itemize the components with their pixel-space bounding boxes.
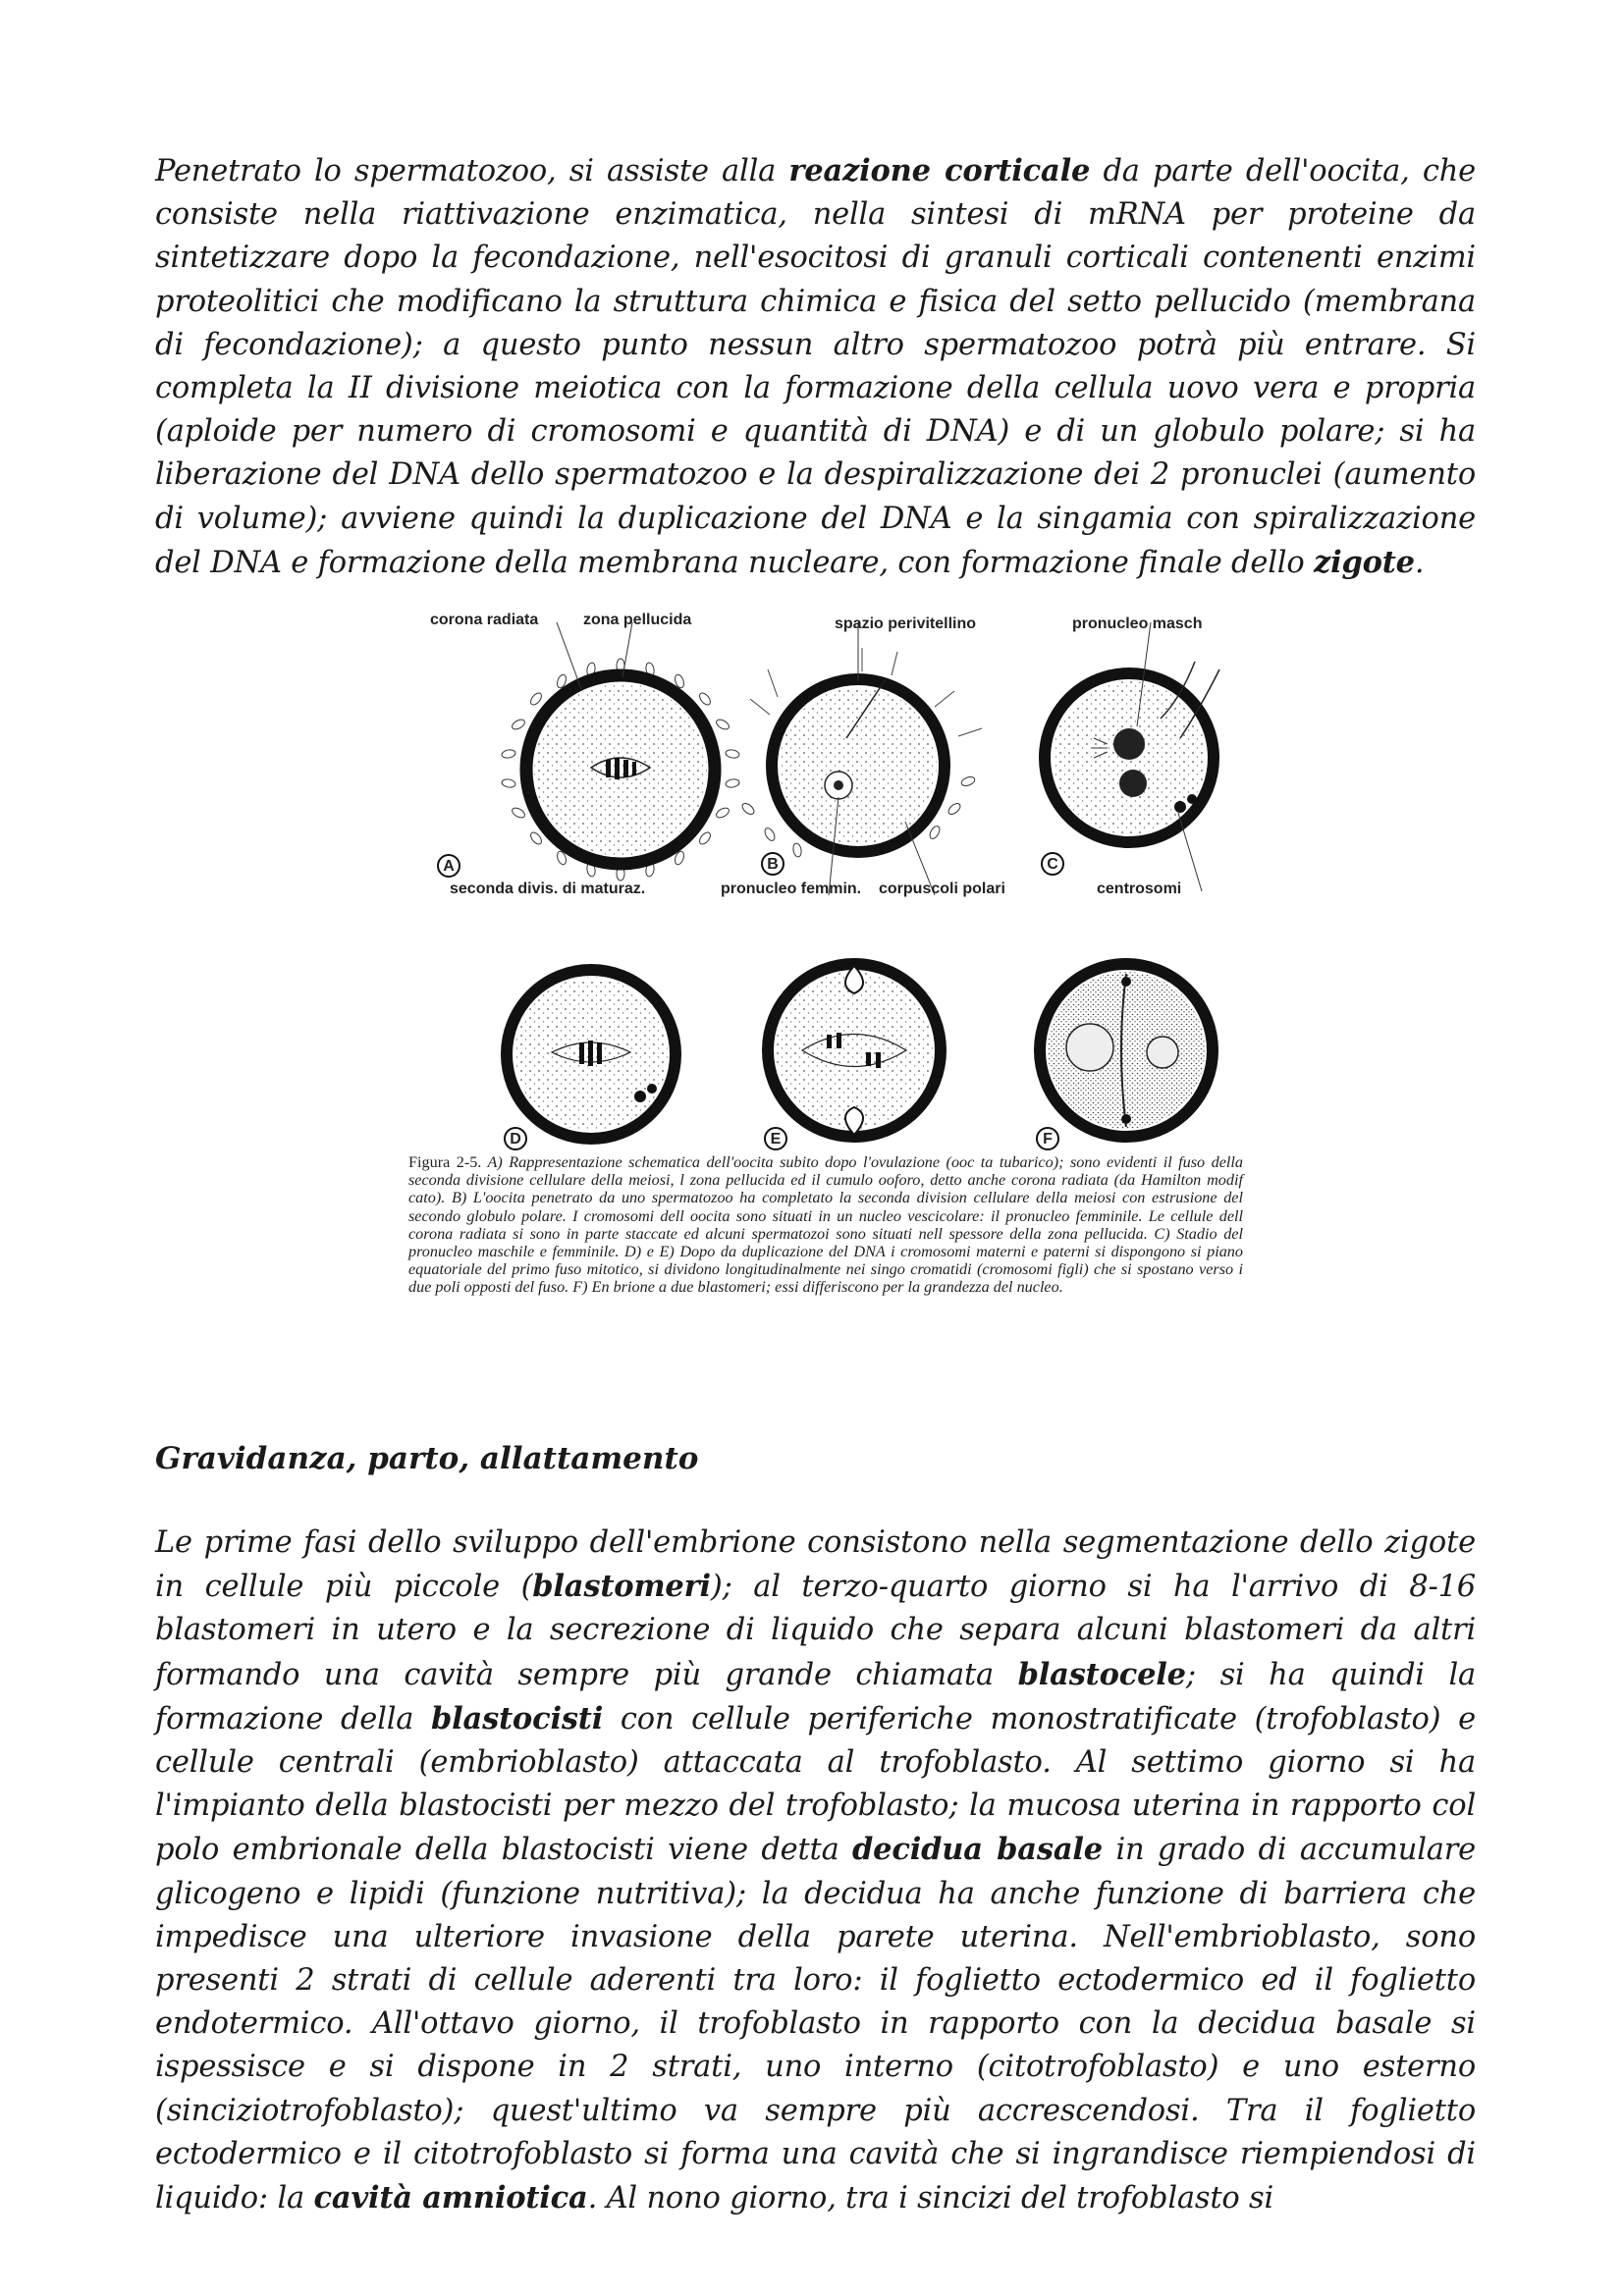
panel-c-oocyte (1042, 622, 1219, 891)
panel-letter-e: E (770, 1131, 782, 1148)
term-zigote: zigote (1314, 544, 1415, 580)
panel-f-embryo (1037, 964, 1213, 1149)
caption-text: A) Rappresentazione schematica dell'oocita subito dopo l'ovulazione (ooc ta tubarico); sono evidenti il fuso della seconda divisione cellulare della meiosi, l zona pellucida ed il cumulo ooforo, detto anche corona radiata (da Hamilton modif cato). B) L'oocita penetrato da uno spermatozoo ha completato la seconda division cellulare della meiosi con estrusione del secondo globulo polare. I cromosomi dell oocita sono situati in un nucleo vescicolare: il pronucleo femminile. Le cellule dell corona radiata si sono in parte staccate ed alcuni spermatozoi sono situati nell spessore della zona pellucida. C) Stadio del pronucleo maschile e femminile. D) e E) Dopo da duplicazione del DNA i cromosomi materni e paterni si dispongono si piano equatoriale del primo fuso mitotico, si dividono longitudinalmente nei singo cromatidi (cromosomi figli) che si spostano verso i due poli opposti del fuso. F) En brione a due blastomeri; essi differiscono per la grandezza del nucleo. (408, 1153, 1243, 1297)
label-corpuscoli-polari: corpuscoli polari (879, 881, 1005, 897)
label-centrosomi: centrosomi (1097, 881, 1182, 897)
section-heading: Gravidanza, parto, allattamento (155, 1441, 699, 1476)
paragraph-sviluppo-embrione (155, 1522, 1476, 2220)
figure-caption (408, 1153, 1243, 1297)
panel-letter-a: A (443, 858, 455, 875)
text-run: . (1414, 545, 1425, 580)
label-spazio-perivitellino: spazio perivitellino (835, 615, 977, 632)
panel-e-oocyte (765, 964, 941, 1149)
text-run: da parte dell'oocita, che consiste nella riattivazione enzimatica, nella sintesi di mRNA per proteine da sintetizzare dopo la fecondazione, nell'esocitosi di granuli corticali contenenti enzimi proteolitici che modificano la struttura chimica e fisica del setto pellucido (membrana di fecondazione); a questo punto nessun altro spermatozoo potrà più entrare. Si completa la II divisione meiotica con la formazione della cellula uovo vera e propria (aploide per numero di cromosomi e quantità di DNA) e di un globulo polare; si ha liberazione del DNA dello spermatozoo e la despiralizzazione dei 2 pronuclei (aumento di volume); avviene quindi la duplicazione del DNA e la singamia con spiralizzazione del DNA e formazione della membrana nucleare, con formazione finale dello (155, 154, 1476, 580)
figure-illustration (405, 601, 1245, 1150)
panel-b-oocyte (740, 622, 982, 895)
text-run: con cellule periferiche monostratificate (trofoblasto) e cellule centrali (embrioblasto) attaccata al trofoblasto. Al settimo giorno si ha l'impianto della blastocisti per mezzo del trofoblasto; la mucosa uterina in rapporto col polo embrionale della blastocisti viene detta (155, 1701, 1476, 1868)
panel-letter-d: D (510, 1131, 521, 1148)
term-decidua-basale: decidua basale (852, 1832, 1103, 1868)
label-seconda-divis: seconda divis. di maturaz. (450, 881, 646, 897)
label-corona-radiata: corona radiata (430, 612, 539, 628)
panel-letter-f: F (1043, 1131, 1053, 1148)
text-run: in grado di accumulare glicogeno e lipidi (funzione nutritiva); la decidua ha anche funzione di barriera che impedisce una ulteriore invasione della parete uterina. Nell'embrioblasto, sono presenti 2 strati di cellule aderenti tra loro: il foglietto ectodermico ed il foglietto endotermico. All'ottavo giorno, il trofoblasto in rapporto con la decidua basale si ispessisce e si dispone in 2 strati, uno interno (citotrofoblasto) e uno esterno (sinciziotrofoblasto); quest'ultimo va sempre più accrescendosi. Tra il foglietto ectodermico e il citotrofoblasto si forma una cavità che si ingrandisce riempiendosi di liquido: la (155, 1833, 1476, 2216)
label-zona-pellucida: zona pellucida (583, 612, 692, 628)
term-blastocisti: blastocisti (431, 1700, 604, 1736)
label-pronucleo-masch: pronucleo masch (1072, 615, 1203, 632)
text-run: ); al terzo-quarto giorno si ha l'arrivo di 8-16 blastomeri in utero e la secrezione di liquido che separa alcuni blastomeri da altri formando una cavità sempre più grande chiamata (155, 1570, 1476, 1692)
term-blastomeri: blastomeri (532, 1569, 711, 1605)
panel-d-oocyte (505, 970, 676, 1149)
label-pronucleo-femmin: pronucleo femmin. (721, 881, 862, 897)
text-run: Penetrato lo spermatozoo, si assiste alla (155, 154, 789, 188)
text-run: ; si ha quindi la formazione della (155, 1657, 1476, 1736)
text-run: Le prime fasi dello sviluppo dell'embrione consistono nella segmentazione dello zigote in cellule più piccole ( (155, 1525, 1476, 1605)
panel-a-oocyte (438, 622, 740, 881)
term-cavita-amniotica: cavità amniotica (313, 2180, 588, 2216)
term-blastocele: blastocele (1017, 1656, 1186, 1692)
text-run: . Al nono giorno, tra i sincizi del trofoblasto si (587, 2181, 1274, 2216)
term-reazione-corticale: reazione corticale (788, 153, 1091, 188)
caption-number: Figura 2-5. (408, 1153, 482, 1171)
paragraph-fecondazione (155, 149, 1476, 585)
panel-letter-b: B (767, 856, 779, 873)
panel-letter-c: C (1047, 856, 1058, 873)
